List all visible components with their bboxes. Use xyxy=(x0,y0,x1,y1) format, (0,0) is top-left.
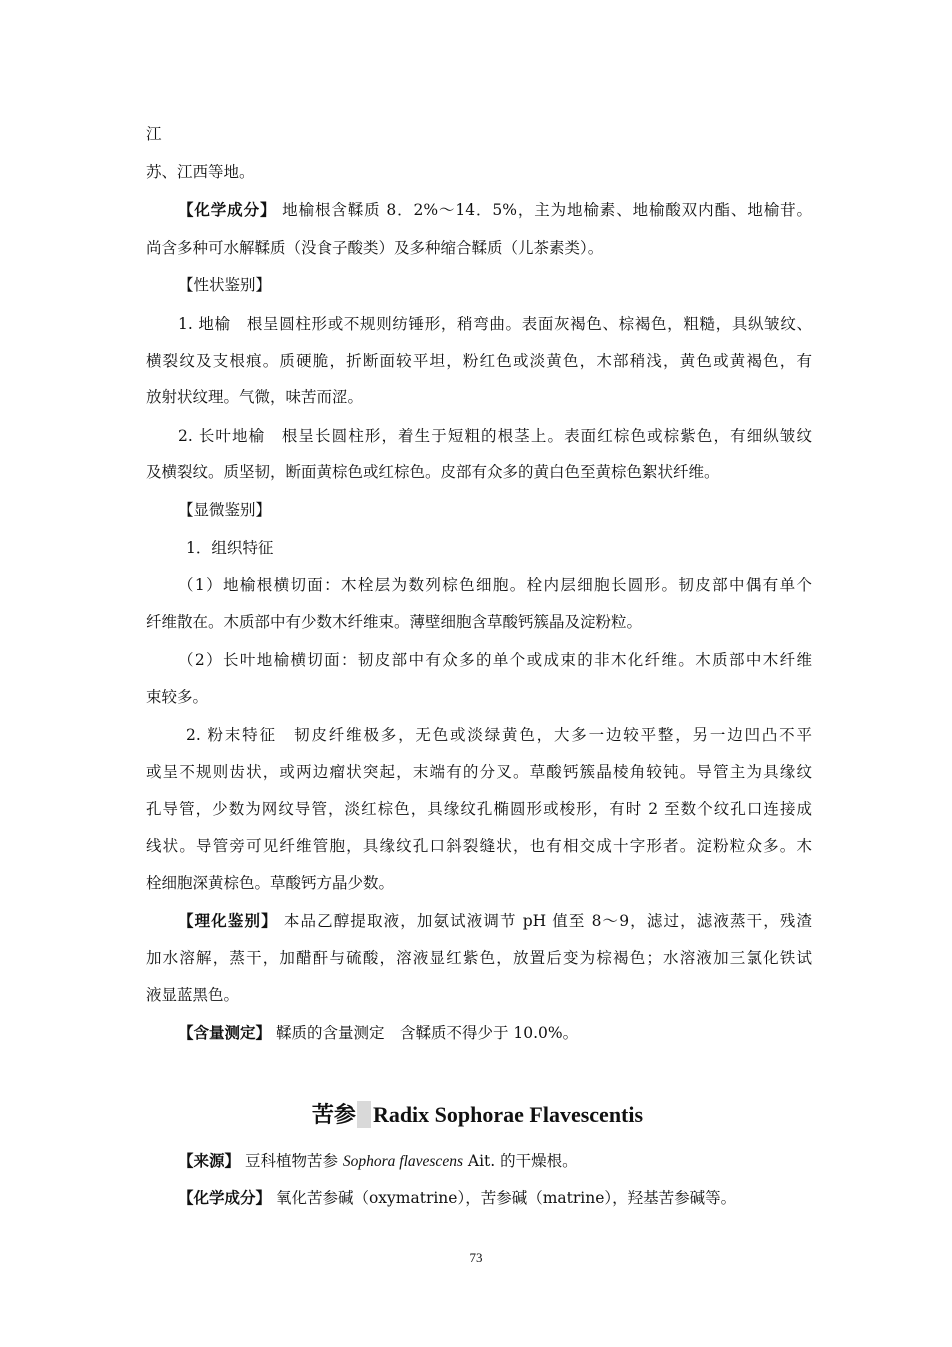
section-heading: 【显微鉴别】 xyxy=(178,501,272,519)
paragraph-text: 地榆根含鞣质 8．2%～14．5%，主为地榆素、地榆酸双内酯、地榆苷。 xyxy=(276,201,812,219)
section-heading: 【化学成分】 xyxy=(178,200,277,219)
text-line: 苏、江西等地。 xyxy=(146,163,255,181)
section-heading: 【性状鉴别】 xyxy=(178,276,272,294)
paragraph-source xyxy=(178,1150,812,1173)
paragraph-chemical-components-kushen xyxy=(178,1187,812,1209)
paragraph-text: 氧化苦参碱（oxymatrine），苦参碱（matrine），羟基苦参碱等。 xyxy=(271,1189,737,1207)
paragraph-physicochemical xyxy=(178,910,812,932)
herb-title-chinese: 苦参 xyxy=(311,1102,356,1128)
text-line: 及横裂纹。质坚韧，断面黄棕色或红棕色。皮部有众多的黄白色至黄棕色絮状纤维。 xyxy=(146,463,720,481)
text-line: 加水溶解，蒸干，加醋酐与硫酸，溶液显红紫色，放置后变为棕褐色；水溶液加三氯化铁试 xyxy=(146,949,812,967)
text-line: 线状。导管旁可见纤维管胞，具缘纹孔口斜裂缝状，也有相交成十字形者。淀粉粒众多。木 xyxy=(146,837,812,855)
text-line: 1. 地榆 根呈圆柱形或不规则纺锤形，稍弯曲。表面灰褐色、棕褐色，粗糙，具纵皱纹、 xyxy=(178,315,812,333)
text-line: 江 xyxy=(146,125,162,143)
text-line: （2）长叶地榆横切面：韧皮部中有众多的单个或成束的非木化纤维。木质部中木纤维 xyxy=(178,651,812,669)
species-name: Sophora flavescens xyxy=(342,1153,463,1170)
text-line: 栓细胞深黄棕色。草酸钙方晶少数。 xyxy=(146,874,395,892)
herb-title-latin: Radix Sophorae Flavescentis xyxy=(372,1102,644,1127)
page-number: 73 xyxy=(469,1250,483,1265)
paragraph-text: 本品乙醇提取液，加氨试液调节 pH 值至 8～9，滤过，滤液蒸干，残渣 xyxy=(277,912,812,930)
paragraph-assay xyxy=(178,1022,812,1044)
text-line: 液显蓝黑色。 xyxy=(146,986,240,1004)
subheading: 1．组织特征 xyxy=(186,539,274,557)
text-line: 孔导管，少数为网纹导管，淡红棕色，具缘纹孔椭圆形或梭形，有时 2 至数个纹孔口连接成 xyxy=(146,800,812,818)
section-heading: 【含量测定】 xyxy=(178,1023,272,1042)
paragraph-chemical-components xyxy=(178,199,812,221)
text-line: 纤维散在。木质部中有少数木纤维束。薄壁细胞含草酸钙簇晶及淀粉粒。 xyxy=(146,613,643,631)
highlight-mark xyxy=(357,1101,371,1128)
paragraph-text: 鞣质的含量测定 含鞣质不得少于 10.0%。 xyxy=(271,1024,579,1042)
paragraph-text: 豆科植物苦参 xyxy=(240,1152,343,1170)
section-heading: 【理化鉴别】 xyxy=(178,911,278,930)
text-line: （1）地榆根横切面：木栓层为数列棕色细胞。栓内层细胞长圆形。韧皮部中偶有单个 xyxy=(178,576,812,594)
text-line: 或呈不规则齿状，或两边瘤状突起，末端有的分叉。草酸钙簇晶棱角较钝。导管主为具缘纹 xyxy=(146,763,812,781)
text-line: 2. 长叶地榆 根呈长圆柱形，着生于短粗的根茎上。表面红棕色或棕紫色，有细纵皱纹 xyxy=(178,427,812,445)
section-heading: 【化学成分】 xyxy=(178,1188,272,1207)
section-heading: 【来源】 xyxy=(178,1151,241,1170)
text-line: 尚含多种可水解鞣质（没食子酸类）及多种缩合鞣质（儿茶素类）。 xyxy=(146,239,604,257)
paragraph-text: Ait. 的干燥根。 xyxy=(462,1152,578,1170)
text-line: 放射状纹理。气微，味苦而涩。 xyxy=(146,388,364,406)
herb-title xyxy=(0,1100,952,1131)
text-line: 2. 粉末特征 韧皮纤维极多，无色或淡绿黄色，大多一边较平整，另一边凹凸不平 xyxy=(186,726,812,744)
text-line: 束较多。 xyxy=(146,688,209,706)
text-line: 横裂纹及支根痕。质硬脆，折断面较平坦，粉红色或淡黄色，木部稍浅，黄色或黄褐色，有 xyxy=(146,352,812,370)
